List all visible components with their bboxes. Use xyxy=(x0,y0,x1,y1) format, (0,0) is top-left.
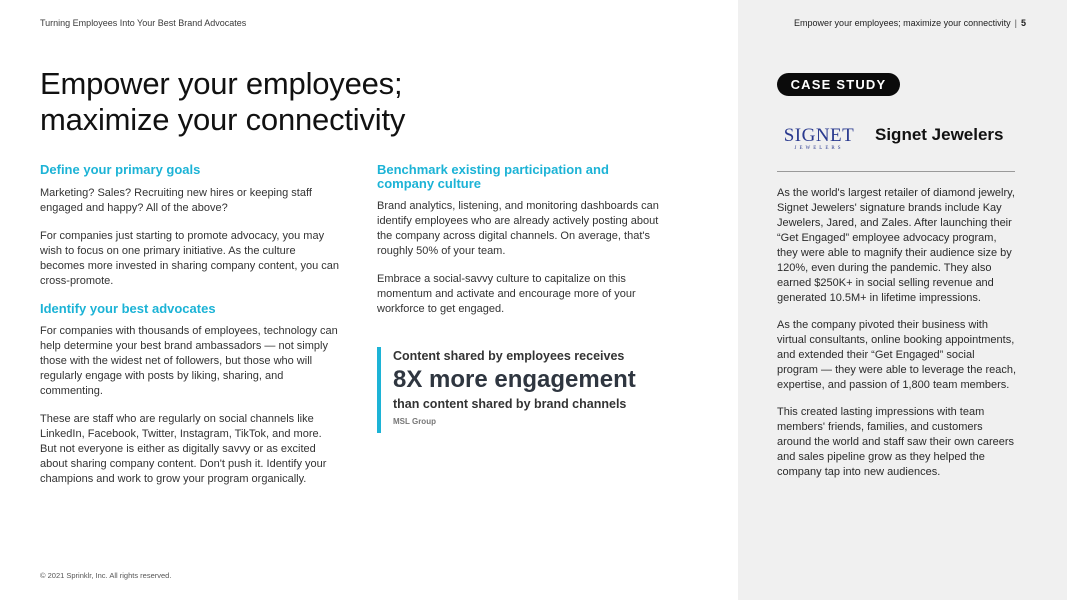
heading-benchmark: Benchmark existing participation and company culture xyxy=(377,162,609,191)
copyright: © 2021 Sprinklr, Inc. All rights reserved. xyxy=(40,571,172,580)
header-separator: | xyxy=(1014,18,1017,28)
paragraph: This created lasting impressions with team members' friends, families, and customers around the world and staff saw their own careers and sales pipeline grow as they helped the company tap into new audiences. xyxy=(777,406,1015,478)
document-title: Turning Employees Into Your Best Brand Advocates xyxy=(40,18,247,28)
middle-column xyxy=(377,163,662,330)
case-study-body xyxy=(777,186,1017,492)
paragraph: Embrace a social-savvy culture to capitalize on this momentum and activate and encourage more of your workforce to get engaged. xyxy=(377,273,636,315)
callout-source: MSL Group xyxy=(393,417,436,426)
paragraph: As the world's largest retailer of diamond jewelry, Signet Jewelers' signature brands include Kay Jewelers, Jared, and Zales. After launching their “Get Engaged” employee advocacy program, they were able to magnify their audience size by 120%, even during the pandemic. They also earned $250K+ in social selling revenue and generated 10.5M+ in lifetime impressions. xyxy=(777,187,1015,304)
company-name: Signet Jewelers xyxy=(875,125,1004,144)
callout-tail: than content shared by brand channels xyxy=(393,397,627,411)
callout-stat: 8X more engagement xyxy=(393,366,636,393)
paragraph: Brand analytics, listening, and monitoring dashboards can identify employees who are already actively posting about the company across digital channels. On average, that's roughly 50% of your team. xyxy=(377,200,659,257)
paragraph: For companies with thousands of employees, technology can help determine your best brand ambassadors — not simply those with the widest net of followers, but those who will regularly engage with posts by liking, sharing, and commenting. xyxy=(40,325,338,397)
left-column xyxy=(40,163,340,500)
section-title: Empower your employees; maximize your connectivity xyxy=(794,18,1011,28)
paragraph: These are staff who are regularly on social channels like LinkedIn, Facebook, Twitter, Instagram, TikTok, and more. But not everyone is either as digitally savvy or as excited about sharing company content. Don't push it. Identify your champions and work to grow your program organically. xyxy=(40,413,327,485)
logo-wordmark: SIGNET xyxy=(783,125,855,146)
page-number: 5 xyxy=(1020,18,1026,28)
stat-callout xyxy=(377,347,667,433)
logo-subtext: JEWELERS xyxy=(794,146,844,151)
page-header xyxy=(794,18,1026,28)
paragraph: As the company pivoted their business with virtual consultants, online booking appointments, and extended their “Get Engaged” social program — they were able to leverage the reach, expertise, and passion of 1,800 team members. xyxy=(777,319,1017,391)
paragraph: Marketing? Sales? Recruiting new hires or keeping staff engaged and happy? All of the above? xyxy=(40,186,312,214)
paragraph: For companies just starting to promote advocacy, you may wish to focus on one primary initiative. As the culture becomes more invested in sharing company content, you can cross-promote. xyxy=(40,229,339,287)
page-title-line-2: maximize your connectivity xyxy=(40,102,406,137)
signet-logo xyxy=(779,121,859,151)
heading-identify-advocates: Identify your best advocates xyxy=(40,300,216,316)
callout-lead: Content shared by employees receives xyxy=(393,349,625,363)
divider xyxy=(777,171,1015,172)
page-title xyxy=(40,66,600,138)
heading-define-goals: Define your primary goals xyxy=(40,162,201,177)
page-title-line-1: Empower your employees; xyxy=(40,66,403,101)
case-study-badge: CASE STUDY xyxy=(777,73,900,96)
